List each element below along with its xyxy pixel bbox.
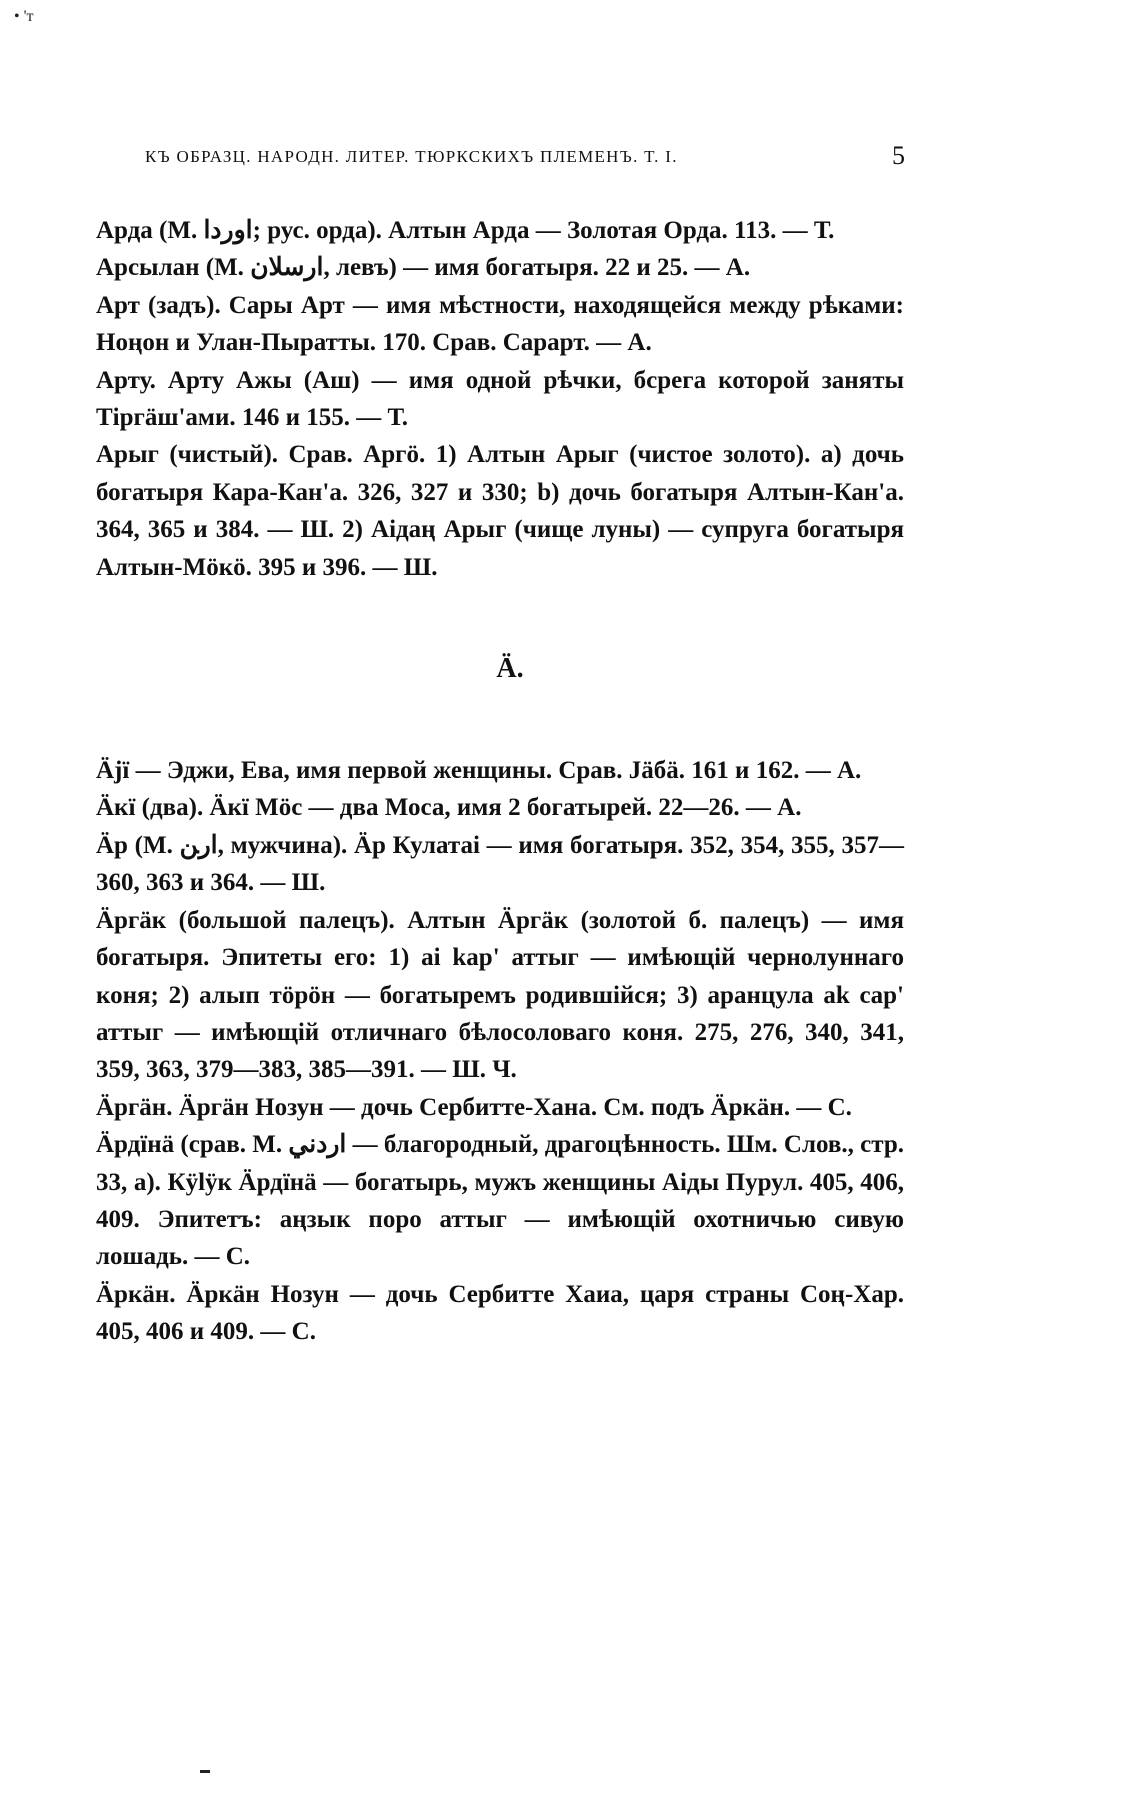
dictionary-column	[96, 212, 904, 1351]
entry-arsylan: Арсылан (М. ﺍﺭﺳﻼﻥ, левъ) — имя богатыря. 22 и 25. — А.	[96, 254, 751, 282]
entry-aergaek: Äргäк (большой палецъ). Алтын Äргäк (золотой б. палецъ) — имя богатыря. Эпитеты его: 1) аi kар' аттыг — имѣющiй чернолуннаго коня; 2) алып тӧрӧн — богатыремъ родившiйся; 3) аранцула ak cap' аттыг — имѣющiй отличнаго бѣлосоловаго коня. 275, 276, 340, 341, 359, 363, 379—383, 385—391. — Ш. Ч.	[96, 906, 904, 1084]
entry-aergaen: Äргäн. Äргäн Нозун — дочь Сербитте-Хана. См. подъ Äркäн. — С.	[96, 1093, 852, 1121]
section-letter-ae: Ä.	[496, 653, 524, 685]
running-title: КЪ ОБРАЗЦ. НАРОДН. ЛИТЕР. ТЮРКСКИХЪ ПЛЕМЕНЪ. Т. I.	[145, 147, 678, 166]
entry-arda: Арда (М. ﺍﻭﺭﺩﺍ; рус. орда). Алтын Арда — Золотая Орда. 113. — Т.	[96, 217, 835, 244]
entry-artu: Арту. Арту Ажы (Аш) — имя одной рѣчки, бсрега которой заняты Тiргäш'ами. 146 и 155. — Т.	[96, 366, 904, 432]
corner-mark: • 'т	[14, 8, 34, 25]
ink-mark	[200, 1770, 210, 1773]
entry-aerdinae: Äрдïнä (срав. М. ﺍﺭﺩﻧﻲ — благородный, драгоцѣнность. Шм. Слов., стр. 33, а). Кÿlÿк Äрдïнä — богатырь, мужъ женщины Аiды Пурул. 405, 406, 409. Эпитетъ: аңзык поро аттыг — имѣющiй охотничью сивую лошадь. — С.	[96, 1131, 904, 1271]
entry-art: Арт (задъ). Сары Арт — имя мѣстности, находящейся между рѣками: Ноңон и Улан-Пыратты. 170. Срав. Сарарт. — А.	[96, 291, 904, 357]
entry-aerkaen: Äркäн. Äркäн Нозун — дочь Сербитте Хаиа, царя страны Соң-Хар. 405, 406 и 409. — С.	[96, 1280, 904, 1346]
entry-aeji: Äjï — Эджи, Ева, имя первой женщины. Срав. Jäбä. 161 и 162. — А.	[96, 757, 862, 785]
entry-aeki: Äкï (два). Äкï Мӧс — два Моса, имя 2 богатырей. 22—26. — А.	[96, 794, 802, 822]
running-head	[145, 141, 905, 175]
page-number: 5	[892, 141, 905, 170]
entry-aer: Äр (М. ﺍﺭﻦ, мужчина). Äр Кулатаi — имя богатыря. 352, 354, 355, 357—360, 363 и 364. — Ш.	[96, 831, 904, 897]
entry-aryg: Арыг (чистый). Срав. Аргӧ. 1) Алтын Арыг (чистое золото). a) дочь богатыря Кара-Кан'а. 326, 327 и 330; b) дочь богатыря Алтын-Кан'а. 364, 365 и 384. — Ш. 2) Аiдаң Арыг (чище луны) — супруга богатыря Алтын-Мӧкӧ. 395 и 396. — Ш.	[96, 441, 904, 581]
